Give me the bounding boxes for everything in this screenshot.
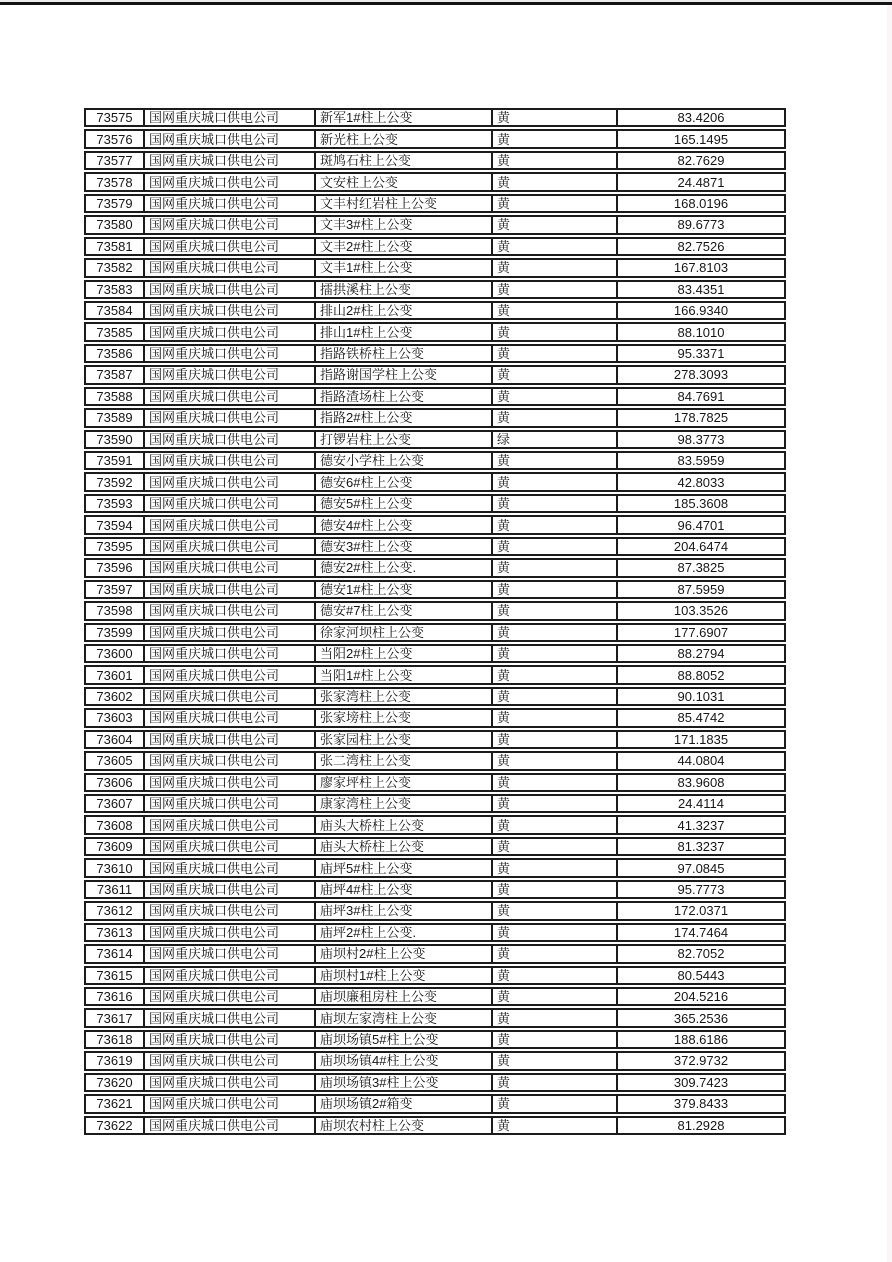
cell-id: 73614 [86,946,145,961]
table-row [84,365,786,384]
cell-value: 44.0804 [677,753,725,769]
cell-value: 165.1495 [673,131,729,147]
table-row [84,687,786,706]
cell-company: 国网重庆城口供电公司 [145,110,316,125]
cell-value: 88.2794 [677,646,725,662]
cell-company: 国网重庆城口供电公司 [145,582,316,597]
cell-id: 73619 [86,1053,145,1068]
table-row [84,237,786,256]
cell-id: 73587 [86,367,145,382]
table-row [84,258,786,277]
cell-company: 国网重庆城口供电公司 [145,710,316,725]
cell-device: 庙坝场镇4#柱上公变 [316,1053,493,1068]
cell-status: 黄 [493,603,618,618]
cell-company: 国网重庆城口供电公司 [145,282,316,297]
cell-id: 73582 [86,260,145,275]
table-row [84,515,786,534]
cell-id: 73577 [86,153,145,168]
table-row [84,880,786,899]
cell-id: 73576 [86,131,145,146]
cell-status: 黄 [493,474,618,489]
cell-company: 国网重庆城口供电公司 [145,1032,316,1047]
cell-company: 国网重庆城口供电公司 [145,732,316,747]
table-row [84,987,786,1006]
cell-company: 国网重庆城口供电公司 [145,625,316,640]
cell-device: 庙坪2#柱上公变. [316,925,493,940]
table-row [84,751,786,770]
cell-device: 德安1#柱上公变 [316,582,493,597]
cell-id: 73578 [86,174,145,189]
cell-device: 庙坝村1#柱上公变 [316,968,493,983]
cell-id: 73609 [86,839,145,854]
cell-value: 166.9340 [673,303,729,319]
cell-id: 73584 [86,303,145,318]
cell-device: 庙头大桥柱上公变 [316,839,493,854]
cell-company: 国网重庆城口供电公司 [145,196,316,211]
cell-status: 黄 [493,753,618,768]
cell-device: 德安2#柱上公变. [316,560,493,575]
cell-status: 黄 [493,817,618,832]
cell-device: 德安3#柱上公变 [316,539,493,554]
table-row [84,387,786,406]
cell-value: 278.3093 [673,367,729,383]
cell-value: 188.6186 [673,1032,729,1048]
cell-device: 庙坝农村柱上公变 [316,1118,493,1133]
cell-id: 73591 [86,453,145,468]
cell-id: 73605 [86,753,145,768]
cell-value: 95.7773 [677,881,725,897]
cell-device: 斑鸠石柱上公变 [316,153,493,168]
cell-id: 73580 [86,217,145,232]
table-row [84,1094,786,1113]
cell-id: 73595 [86,539,145,554]
cell-id: 73583 [86,282,145,297]
cell-id: 73612 [86,903,145,918]
cell-value: 83.4206 [677,110,725,126]
cell-id: 73607 [86,796,145,811]
cell-device: 指路谢国学柱上公变 [316,367,493,382]
cell-device: 庙坝场镇2#箱变 [316,1096,493,1111]
cell-id: 73585 [86,324,145,339]
cell-id: 73621 [86,1096,145,1111]
cell-status: 黄 [493,968,618,983]
cell-value: 174.7464 [673,924,729,940]
cell-id: 73613 [86,925,145,940]
cell-value: 88.8052 [677,667,725,683]
cell-status: 黄 [493,625,618,640]
cell-status: 黄 [493,217,618,232]
cell-status: 绿 [493,432,618,447]
cell-company: 国网重庆城口供电公司 [145,410,316,425]
cell-status: 黄 [493,925,618,940]
cell-value: 83.9608 [677,774,725,790]
cell-device: 张二湾柱上公变 [316,753,493,768]
cell-status: 黄 [493,582,618,597]
cell-value: 98.3773 [677,431,725,447]
table-row [84,537,786,556]
cell-value: 84.7691 [677,388,725,404]
table-row [84,623,786,642]
cell-id: 73593 [86,496,145,511]
cell-device: 张家湾柱上公变 [316,689,493,704]
cell-status: 黄 [493,903,618,918]
cell-id: 73579 [86,196,145,211]
cell-id: 73618 [86,1032,145,1047]
cell-company: 国网重庆城口供电公司 [145,367,316,382]
table-row [84,1116,786,1135]
cell-value: 171.1835 [673,731,729,747]
cell-company: 国网重庆城口供电公司 [145,474,316,489]
cell-value: 24.4871 [677,174,725,190]
cell-status: 黄 [493,239,618,254]
cell-status: 黄 [493,539,618,554]
cell-device: 德安6#柱上公变 [316,474,493,489]
cell-id: 73599 [86,625,145,640]
cell-company: 国网重庆城口供电公司 [145,753,316,768]
table-row [84,301,786,320]
cell-company: 国网重庆城口供电公司 [145,1053,316,1068]
cell-id: 73602 [86,689,145,704]
cell-device: 文丰1#柱上公变 [316,260,493,275]
cell-device: 指路渣场柱上公变 [316,389,493,404]
cell-company: 国网重庆城口供电公司 [145,174,316,189]
table-row [84,129,786,148]
scan-table [84,108,786,1137]
cell-company: 国网重庆城口供电公司 [145,560,316,575]
table-row [84,794,786,813]
cell-device: 文丰村红岩柱上公变 [316,196,493,211]
cell-id: 73586 [86,346,145,361]
cell-company: 国网重庆城口供电公司 [145,603,316,618]
cell-status: 黄 [493,517,618,532]
cell-value: 168.0196 [673,195,729,211]
scan-top-edge-bar [0,2,892,5]
table-row [84,194,786,213]
cell-company: 国网重庆城口供电公司 [145,303,316,318]
cell-value: 42.8033 [677,474,725,490]
cell-id: 73589 [86,410,145,425]
cell-id: 73606 [86,775,145,790]
cell-value: 95.3371 [677,346,725,362]
table-row [84,280,786,299]
cell-status: 黄 [493,1118,618,1133]
cell-status: 黄 [493,324,618,339]
cell-status: 黄 [493,282,618,297]
cell-id: 73617 [86,1010,145,1025]
table-row [84,494,786,513]
cell-device: 排山2#柱上公变 [316,303,493,318]
table-row [84,472,786,491]
cell-company: 国网重庆城口供电公司 [145,903,316,918]
table-row [84,644,786,663]
cell-company: 国网重庆城口供电公司 [145,1075,316,1090]
cell-device: 张家塝柱上公变 [316,710,493,725]
cell-device: 打锣岩柱上公变 [316,432,493,447]
cell-company: 国网重庆城口供电公司 [145,689,316,704]
cell-company: 国网重庆城口供电公司 [145,667,316,682]
cell-company: 国网重庆城口供电公司 [145,260,316,275]
table-row [84,601,786,620]
cell-company: 国网重庆城口供电公司 [145,946,316,961]
cell-device: 庙坝村2#柱上公变 [316,946,493,961]
cell-id: 73601 [86,667,145,682]
cell-company: 国网重庆城口供电公司 [145,646,316,661]
table-row [84,172,786,191]
table-row [84,944,786,963]
cell-id: 73590 [86,432,145,447]
cell-id: 73594 [86,517,145,532]
cell-company: 国网重庆城口供电公司 [145,239,316,254]
cell-value: 82.7526 [677,238,725,254]
cell-value: 379.8433 [673,1096,729,1112]
cell-device: 德安小学柱上公变 [316,453,493,468]
table-row [84,730,786,749]
cell-device: 文安柱上公变 [316,174,493,189]
cell-value: 87.5959 [677,581,725,597]
cell-company: 国网重庆城口供电公司 [145,1096,316,1111]
table-row [84,430,786,449]
cell-value: 89.6773 [677,217,725,233]
cell-status: 黄 [493,710,618,725]
cell-device: 庙头大桥柱上公变 [316,817,493,832]
table-row [84,580,786,599]
table-row [84,344,786,363]
cell-id: 73581 [86,239,145,254]
cell-company: 国网重庆城口供电公司 [145,860,316,875]
cell-value: 177.6907 [673,624,729,640]
table-row [84,408,786,427]
cell-device: 指路2#柱上公变 [316,410,493,425]
cell-company: 国网重庆城口供电公司 [145,389,316,404]
cell-id: 73616 [86,989,145,1004]
cell-value: 90.1031 [677,689,725,705]
cell-status: 黄 [493,560,618,575]
cell-device: 擂拱溪柱上公变 [316,282,493,297]
cell-company: 国网重庆城口供电公司 [145,153,316,168]
table-row [84,837,786,856]
table-row [84,451,786,470]
cell-company: 国网重庆城口供电公司 [145,346,316,361]
cell-value: 372.9732 [673,1053,729,1069]
table-row [84,923,786,942]
cell-status: 黄 [493,839,618,854]
cell-status: 黄 [493,453,618,468]
cell-device: 庙坝场镇3#柱上公变 [316,1075,493,1090]
cell-device: 德安5#柱上公变 [316,496,493,511]
cell-value: 96.4701 [677,517,725,533]
cell-company: 国网重庆城口供电公司 [145,989,316,1004]
cell-id: 73611 [86,882,145,897]
table-row [84,1030,786,1049]
cell-device: 德安#7柱上公变 [316,603,493,618]
cell-company: 国网重庆城口供电公司 [145,817,316,832]
cell-id: 73603 [86,710,145,725]
cell-company: 国网重庆城口供电公司 [145,453,316,468]
cell-device: 张家园柱上公变 [316,732,493,747]
cell-status: 黄 [493,1032,618,1047]
cell-status: 黄 [493,410,618,425]
cell-status: 黄 [493,989,618,1004]
cell-company: 国网重庆城口供电公司 [145,517,316,532]
cell-id: 73596 [86,560,145,575]
cell-value: 83.5959 [677,453,725,469]
cell-company: 国网重庆城口供电公司 [145,839,316,854]
cell-id: 73610 [86,860,145,875]
cell-value: 178.7825 [673,410,729,426]
cell-company: 国网重庆城口供电公司 [145,131,316,146]
cell-value: 88.1010 [677,324,725,340]
cell-status: 黄 [493,882,618,897]
cell-company: 国网重庆城口供电公司 [145,496,316,511]
cell-company: 国网重庆城口供电公司 [145,968,316,983]
cell-value: 103.3526 [673,603,729,619]
cell-company: 国网重庆城口供电公司 [145,775,316,790]
cell-status: 黄 [493,796,618,811]
cell-id: 73575 [86,110,145,125]
cell-status: 黄 [493,946,618,961]
table-row [84,1008,786,1027]
table-row [84,901,786,920]
cell-value: 81.3237 [677,839,725,855]
cell-value: 204.5216 [673,989,729,1005]
table-row [84,858,786,877]
cell-status: 黄 [493,775,618,790]
table-row [84,1051,786,1070]
cell-status: 黄 [493,667,618,682]
cell-device: 庙坪4#柱上公变 [316,882,493,897]
cell-id: 73604 [86,732,145,747]
table-row [84,108,786,127]
cell-device: 康家湾柱上公变 [316,796,493,811]
cell-value: 83.4351 [677,281,725,297]
cell-company: 国网重庆城口供电公司 [145,1010,316,1025]
cell-value: 204.6474 [673,538,729,554]
cell-value: 80.5443 [677,967,725,983]
cell-device: 新军1#柱上公变 [316,110,493,125]
cell-company: 国网重庆城口供电公司 [145,324,316,339]
cell-value: 365.2536 [673,1010,729,1026]
cell-status: 黄 [493,689,618,704]
cell-value: 185.3608 [673,496,729,512]
table-row [84,708,786,727]
cell-value: 24.4114 [677,796,725,812]
table-row [84,151,786,170]
cell-id: 73622 [86,1118,145,1133]
cell-id: 73597 [86,582,145,597]
cell-device: 当阳1#柱上公变 [316,667,493,682]
cell-status: 黄 [493,303,618,318]
cell-id: 73620 [86,1075,145,1090]
cell-id: 73588 [86,389,145,404]
cell-value: 41.3237 [677,817,725,833]
cell-value: 172.0371 [673,903,729,919]
cell-device: 庙坝廉租房柱上公变 [316,989,493,1004]
cell-value: 97.0845 [677,860,725,876]
cell-status: 黄 [493,196,618,211]
cell-status: 黄 [493,260,618,275]
cell-status: 黄 [493,646,618,661]
cell-value: 82.7052 [677,946,725,962]
table-row [84,1073,786,1092]
cell-value: 87.3825 [677,560,725,576]
cell-id: 73608 [86,817,145,832]
cell-company: 国网重庆城口供电公司 [145,796,316,811]
cell-device: 庙坝左家湾柱上公变 [316,1010,493,1025]
cell-status: 黄 [493,1075,618,1090]
cell-device: 文丰2#柱上公变 [316,239,493,254]
cell-status: 黄 [493,1053,618,1068]
cell-status: 黄 [493,153,618,168]
table-row [84,558,786,577]
cell-device: 德安4#柱上公变 [316,517,493,532]
cell-status: 黄 [493,1096,618,1111]
table-row [84,966,786,985]
cell-device: 徐家河坝柱上公变 [316,625,493,640]
cell-device: 新光柱上公变 [316,131,493,146]
cell-status: 黄 [493,131,618,146]
cell-company: 国网重庆城口供电公司 [145,539,316,554]
cell-id: 73615 [86,968,145,983]
cell-device: 廖家坪柱上公变 [316,775,493,790]
table-row [84,815,786,834]
cell-status: 黄 [493,860,618,875]
cell-status: 黄 [493,496,618,511]
cell-id: 73600 [86,646,145,661]
cell-company: 国网重庆城口供电公司 [145,217,316,232]
table-row [84,215,786,234]
cell-device: 庙坪3#柱上公变 [316,903,493,918]
cell-value: 167.8103 [673,260,729,276]
table-row [84,773,786,792]
cell-status: 黄 [493,367,618,382]
table-row [84,665,786,684]
cell-value: 309.7423 [673,1074,729,1090]
cell-device: 庙坪5#柱上公变 [316,860,493,875]
cell-company: 国网重庆城口供电公司 [145,432,316,447]
cell-id: 73592 [86,474,145,489]
cell-status: 黄 [493,389,618,404]
table-row [84,322,786,341]
cell-id: 73598 [86,603,145,618]
cell-value: 85.4742 [677,710,725,726]
cell-status: 黄 [493,174,618,189]
cell-device: 庙坝场镇5#柱上公变 [316,1032,493,1047]
cell-value: 81.2928 [677,1117,725,1133]
cell-status: 黄 [493,1010,618,1025]
cell-company: 国网重庆城口供电公司 [145,882,316,897]
scan-right-edge-tint [887,5,892,1262]
cell-device: 排山1#柱上公变 [316,324,493,339]
cell-status: 黄 [493,732,618,747]
cell-device: 指路铁桥柱上公变 [316,346,493,361]
cell-status: 黄 [493,110,618,125]
cell-device: 文丰3#柱上公变 [316,217,493,232]
cell-company: 国网重庆城口供电公司 [145,925,316,940]
cell-status: 黄 [493,346,618,361]
cell-value: 82.7629 [677,153,725,169]
cell-device: 当阳2#柱上公变 [316,646,493,661]
cell-company: 国网重庆城口供电公司 [145,1118,316,1133]
